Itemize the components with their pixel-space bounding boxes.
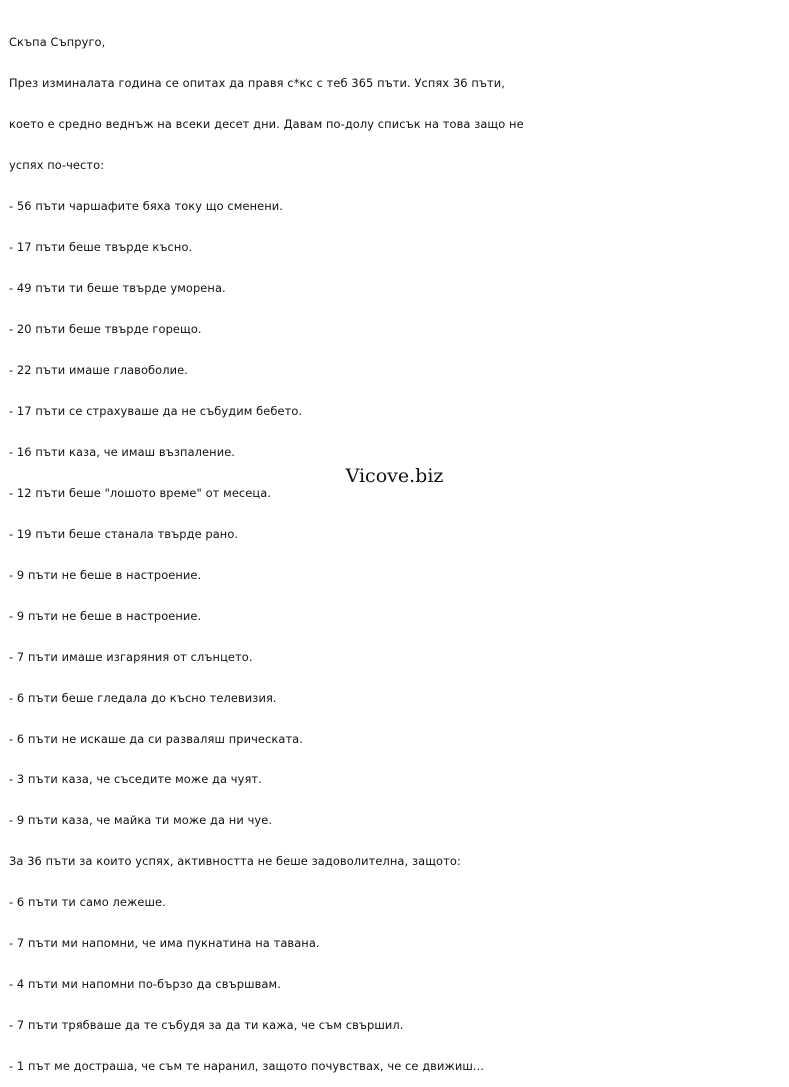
list-item: - 9 пъти не беше в настроение. <box>9 567 202 582</box>
list-item: - 49 пъти ти беше твърде уморена. <box>9 281 226 296</box>
letter-line: успях по-често: <box>9 158 105 173</box>
list-item: - 4 пъти ми напомни по-бързо да свършвам. <box>9 977 281 992</box>
list-item: - 7 пъти трябваше да те събудя за да ти кажа, че съм свършил. <box>9 1018 404 1033</box>
letter-line: което е средно веднъж на всеки десет дни. Давам по-долу списък на това защо не <box>9 117 524 132</box>
list-item: - 7 пъти имаше изгаряния от слънцето. <box>9 649 253 664</box>
site-watermark: Vicove.biz <box>345 465 444 487</box>
letter-body <box>9 9 779 1087</box>
list-item: - 19 пъти беше станала твърде рано. <box>9 526 239 541</box>
letter-line: За 36 пъти за които успях, активността не беше задоволителна, защото: <box>9 854 461 869</box>
list-item: - 6 пъти беше гледала до късно телевизия. <box>9 690 277 705</box>
list-item: - 17 пъти се страхуваше да не събудим бебето. <box>9 403 303 418</box>
list-item: - 7 пъти ми напомни, че има пукнатина на тавана. <box>9 936 320 951</box>
list-item: - 9 пъти не беше в настроение. <box>9 608 202 623</box>
list-item: - 16 пъти каза, че имаш възпаление. <box>9 444 236 459</box>
list-item: - 1 път ме достраша, че съм те наранил, защото почувствах, че се движиш... <box>9 1059 485 1074</box>
letter-line: През изминалата година се опитах да правя с*кс с теб 365 пъти. Успях 36 пъти, <box>9 76 506 91</box>
letter-greeting: Скъпа Съпруго, <box>9 35 106 50</box>
list-item: - 20 пъти беше твърде горещо. <box>9 321 202 336</box>
list-item: - 6 пъти ти само лежеше. <box>9 895 166 910</box>
list-item: - 3 пъти каза, че съседите може да чуят. <box>9 772 262 787</box>
list-item: - 22 пъти имаше главоболие. <box>9 362 188 377</box>
list-item: - 17 пъти беше твърде късно. <box>9 240 193 255</box>
list-item: - 12 пъти беше "лошото време" от месеца. <box>9 485 272 500</box>
list-item: - 9 пъти каза, че майка ти може да ни чуе. <box>9 813 273 828</box>
list-item: - 6 пъти не искаше да си разваляш прическата. <box>9 731 303 746</box>
list-item: - 56 пъти чаршафите бяха току що сменени. <box>9 199 284 214</box>
